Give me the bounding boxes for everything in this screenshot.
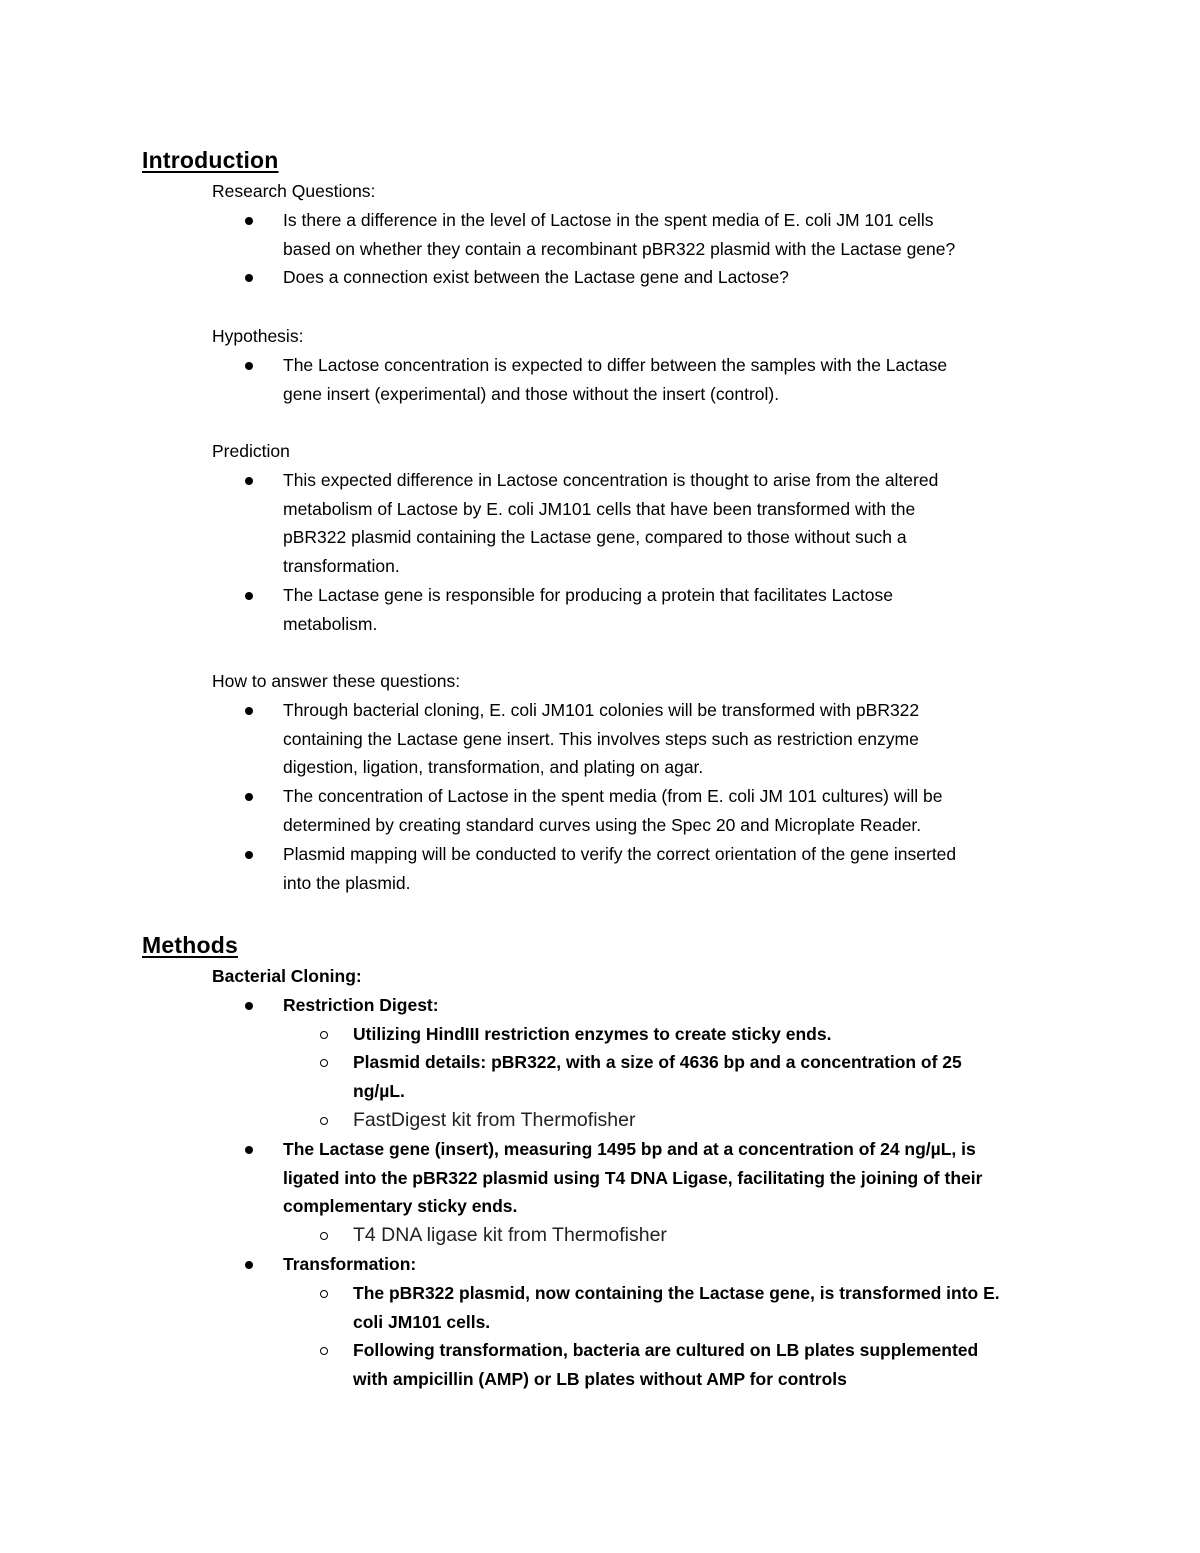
how-to-answer-label: How to answer these questions: [212,671,461,691]
hypothesis-label: Hypothesis: [212,326,304,346]
prediction-section [212,437,1112,639]
list-item: Is there a difference in the level of Lactose in the spent media of E. coli JM 101 cells based on whether they contain a recombinant pBR322 plasmid with the Lactase gene? [212,206,1112,264]
list-item: Does a connection exist between the Lactase gene and Lactose? [212,263,1112,292]
transformation-sub-container [212,1279,1112,1394]
restriction-sub-container [212,1020,1112,1135]
sub-list-item: FastDigest kit from Thermofisher [212,1106,1112,1135]
list-item: The Lactose concentration is expected to differ between the samples with the Lactase gene insert (experimental) and those without the insert (control). [212,351,1112,409]
bullet-icon [245,1146,253,1154]
hypothesis-list [212,351,1112,409]
how-to-answer-list [212,696,1112,898]
list-item: Through bacterial cloning, E. coli JM101 colonies will be transformed with pBR322 containing the Lactase gene insert. This involves steps such as restriction enzyme digestion, ligation, transformation, and plating on agar. [212,696,1112,782]
bullet-icon [245,707,253,715]
bullet-icon [245,362,253,370]
introduction-heading: Introduction [142,147,279,173]
bullet-icon [245,1002,253,1010]
circle-bullet-icon [320,1117,328,1125]
bacterial-cloning-section [212,962,1112,1394]
list-item [212,1250,1112,1279]
sub-list-item: The pBR322 plasmid, now containing the Lactase gene, is transformed into E. coli JM101 cells. [212,1279,1112,1337]
prediction-label: Prediction [212,441,290,461]
sub-list-item: Plasmid details: pBR322, with a size of 4636 bp and a concentration of 25 ng/µL. [212,1048,1112,1106]
bacterial-cloning-list [212,991,1112,1394]
hypothesis-section [212,322,1112,408]
list-item: This expected difference in Lactose concentration is thought to arise from the altered metabolism of Lactose by E. coli JM101 cells that have been transformed with the pBR322 plasmid containing the Lactase gene, compared to those without such a transformation. [212,466,1112,581]
sub-list-item: Following transformation, bacteria are cultured on LB plates supplemented with ampicillin (AMP) or LB plates without AMP for controls [212,1336,1112,1394]
circle-bullet-icon [320,1031,328,1039]
research-questions-label: Research Questions: [212,181,376,201]
list-item: The Lactase gene (insert), measuring 1495 bp and at a concentration of 24 ng/µL, is ligated into the pBR322 plasmid using T4 DNA Ligase, facilitating the joining of their complementary sticky ends. [212,1135,1112,1221]
prediction-list [212,466,1112,639]
ligation-sub-container [212,1221,1112,1250]
ligation-sublist [212,1221,1112,1250]
list-item: Plasmid mapping will be conducted to verify the correct orientation of the gene inserted into the plasmid. [212,840,1112,898]
transformation-sublist [212,1279,1112,1394]
sub-list-item: T4 DNA ligase kit from Thermofisher [212,1221,1112,1250]
sub-list-item: Utilizing HindIII restriction enzymes to create sticky ends. [212,1020,1112,1049]
research-questions-section [212,177,1112,292]
transformation-label: Transformation: [283,1253,417,1274]
restriction-sublist [212,1020,1112,1135]
bacterial-cloning-label: Bacterial Cloning: [212,966,362,986]
bullet-icon [245,1261,253,1269]
bullet-icon [245,217,253,225]
bullet-icon [245,477,253,485]
research-questions-list [212,206,1112,292]
methods-heading: Methods [142,932,238,958]
circle-bullet-icon [320,1290,328,1298]
bullet-icon [245,793,253,801]
bullet-icon [245,274,253,282]
restriction-digest-label: Restriction Digest: [283,994,439,1015]
bullet-icon [245,592,253,600]
list-item: The Lactase gene is responsible for producing a protein that facilitates Lactose metabolism. [212,581,1112,639]
bullet-icon [245,851,253,859]
list-item [212,991,1112,1020]
list-item: The concentration of Lactose in the spent media (from E. coli JM 101 cultures) will be determined by creating standard curves using the Spec 20 and Microplate Reader. [212,782,1112,840]
how-to-answer-section [212,667,1112,897]
